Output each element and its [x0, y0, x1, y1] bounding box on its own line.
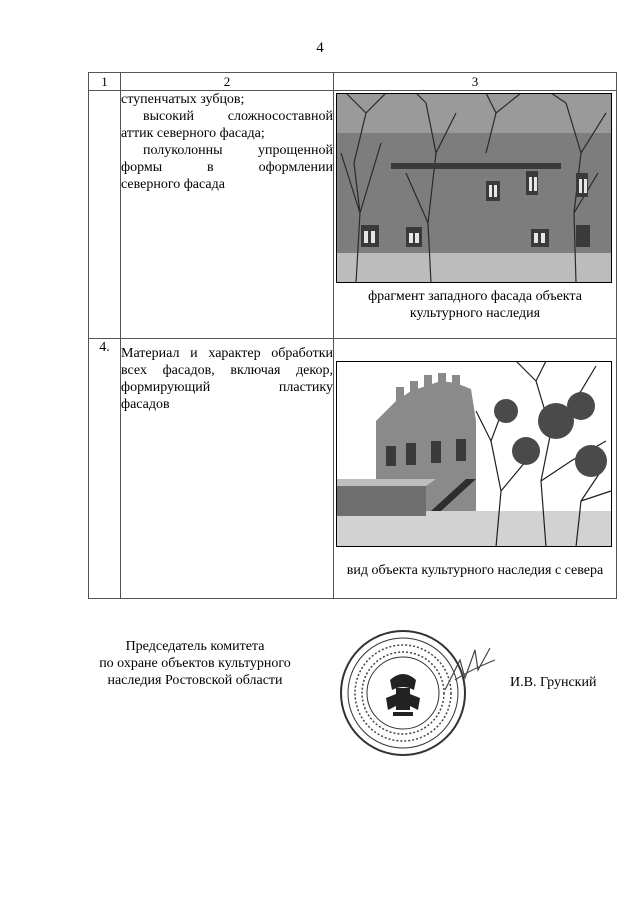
photo-caption: фрагмент западного фасада объекта культурного наследия — [368, 289, 582, 321]
photo-cell — [334, 91, 617, 339]
row-description — [121, 91, 334, 339]
table-row — [89, 339, 617, 599]
description-line: северного фасада — [121, 177, 225, 192]
signature-title — [70, 638, 320, 689]
photo-cell — [334, 339, 617, 599]
signature-title-line: по охране объектов культурного — [99, 656, 291, 671]
page-number: 4 — [316, 40, 324, 56]
description-line: полуколонны упрощенной — [143, 143, 333, 158]
row-number: 4. — [89, 339, 121, 599]
row-description — [121, 339, 334, 599]
description-line: формирующий пластику — [121, 380, 333, 395]
column-header-2: 2 — [121, 73, 334, 91]
building-photo-north-view — [336, 361, 612, 547]
signatory-name: И.В. Грунский — [510, 675, 597, 690]
description-line: ступенчатых зубцов; — [121, 92, 245, 107]
column-header-3: 3 — [334, 73, 617, 91]
handwritten-signature — [440, 640, 500, 705]
description-line: высокий сложносоставной — [143, 109, 333, 124]
table-row — [89, 91, 617, 339]
description-line: фасадов — [121, 397, 170, 412]
heritage-table — [88, 72, 617, 599]
signature-title-line: Председатель комитета — [125, 639, 265, 654]
table-header-row — [89, 73, 617, 91]
signature-title-line: наследия Ростовской области — [107, 673, 283, 688]
description-line: всех фасадов, включая декор, — [121, 363, 333, 378]
description-line: формы в оформлении — [121, 160, 333, 175]
photo-caption: вид объекта культурного наследия с севера — [346, 563, 604, 578]
description-line: аттик северного фасада; — [121, 126, 265, 141]
building-photo-west-facade — [336, 93, 612, 283]
row-number — [89, 91, 121, 339]
column-header-1: 1 — [89, 73, 121, 91]
description-line: Материал и характер обработки — [121, 346, 333, 361]
